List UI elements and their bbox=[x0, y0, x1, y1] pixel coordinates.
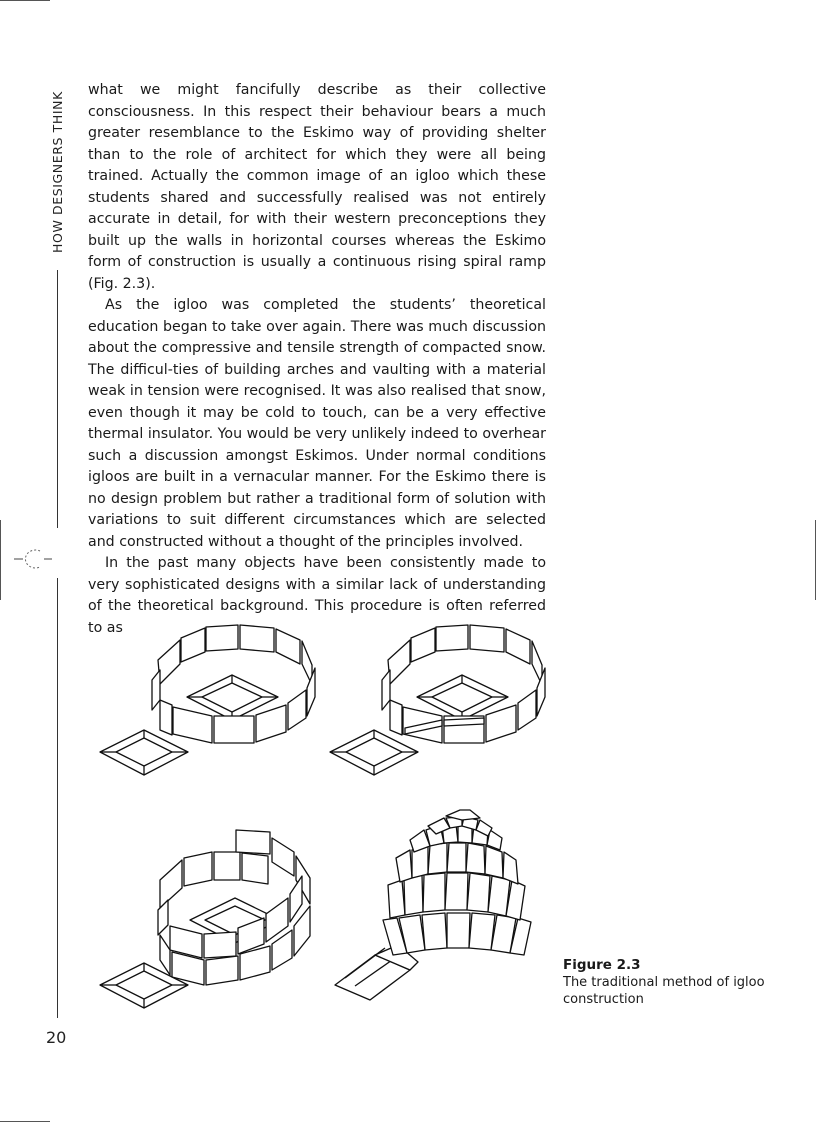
igloo-stage-1-illustration bbox=[100, 625, 315, 775]
figure-caption-text: The traditional method of igloo construction bbox=[563, 975, 765, 1007]
running-head: HOW DESIGNERS THINK bbox=[50, 91, 65, 253]
body-text bbox=[88, 80, 546, 639]
igloo-stage-2-illustration bbox=[330, 625, 545, 775]
crop-mark-top-left bbox=[0, 0, 50, 1]
crop-mark-bottom-left bbox=[0, 1121, 50, 1122]
margin-rule-lower bbox=[57, 578, 58, 1018]
igloo-stage-4-illustration bbox=[335, 810, 531, 1000]
page-number: 20 bbox=[46, 1028, 67, 1047]
paragraph: In the past many objects have been consistently made to very sophisticated designs with a similar lack of understanding of the theoretical background. This procedure is often referred to as bbox=[88, 555, 546, 636]
crop-mark-left bbox=[0, 520, 1, 600]
margin-rule-upper bbox=[57, 270, 58, 528]
paragraph: what we might fancifully describe as their collective consciousness. In this respect their behaviour bears a much greater resemblance to the Eskimo way of providing shelter than to the role of architect for which they were all being trained. Actually the common image of an igloo which these students shared and successfully realised was not entirely accurate in detail, for with their western preconceptions they built up the walls in horizontal courses whereas the Eskimo form of construction is usually a continuous rising spiral ramp (Fig. 2.3). bbox=[88, 82, 546, 292]
figure-number: Figure 2.3 bbox=[563, 957, 641, 973]
igloo-stage-3-illustration bbox=[100, 830, 310, 1008]
registration-mark-icon bbox=[14, 547, 54, 571]
figure-caption bbox=[563, 957, 773, 1008]
paragraph: As the igloo was completed the students’ theoretical education began to take over again. There was much discussion about the compressive and tensile strength of compacted snow. The difficul-ties of building arches and vaulting with a material weak in tension were recognised. It was also realised that snow, even though it may be cold to touch, can be a very effective thermal insulator. You would be very unlikely indeed to overhear such a discussion amongst Eskimos. Under normal conditions igloos are built in a vernacular manner. For the Eskimo there is no design problem but rather a traditional form of solution with variations to suit different circumstances which are selected and constructed without a thought of the principles involved. bbox=[88, 297, 546, 550]
igloo-construction-figure bbox=[88, 612, 548, 1012]
